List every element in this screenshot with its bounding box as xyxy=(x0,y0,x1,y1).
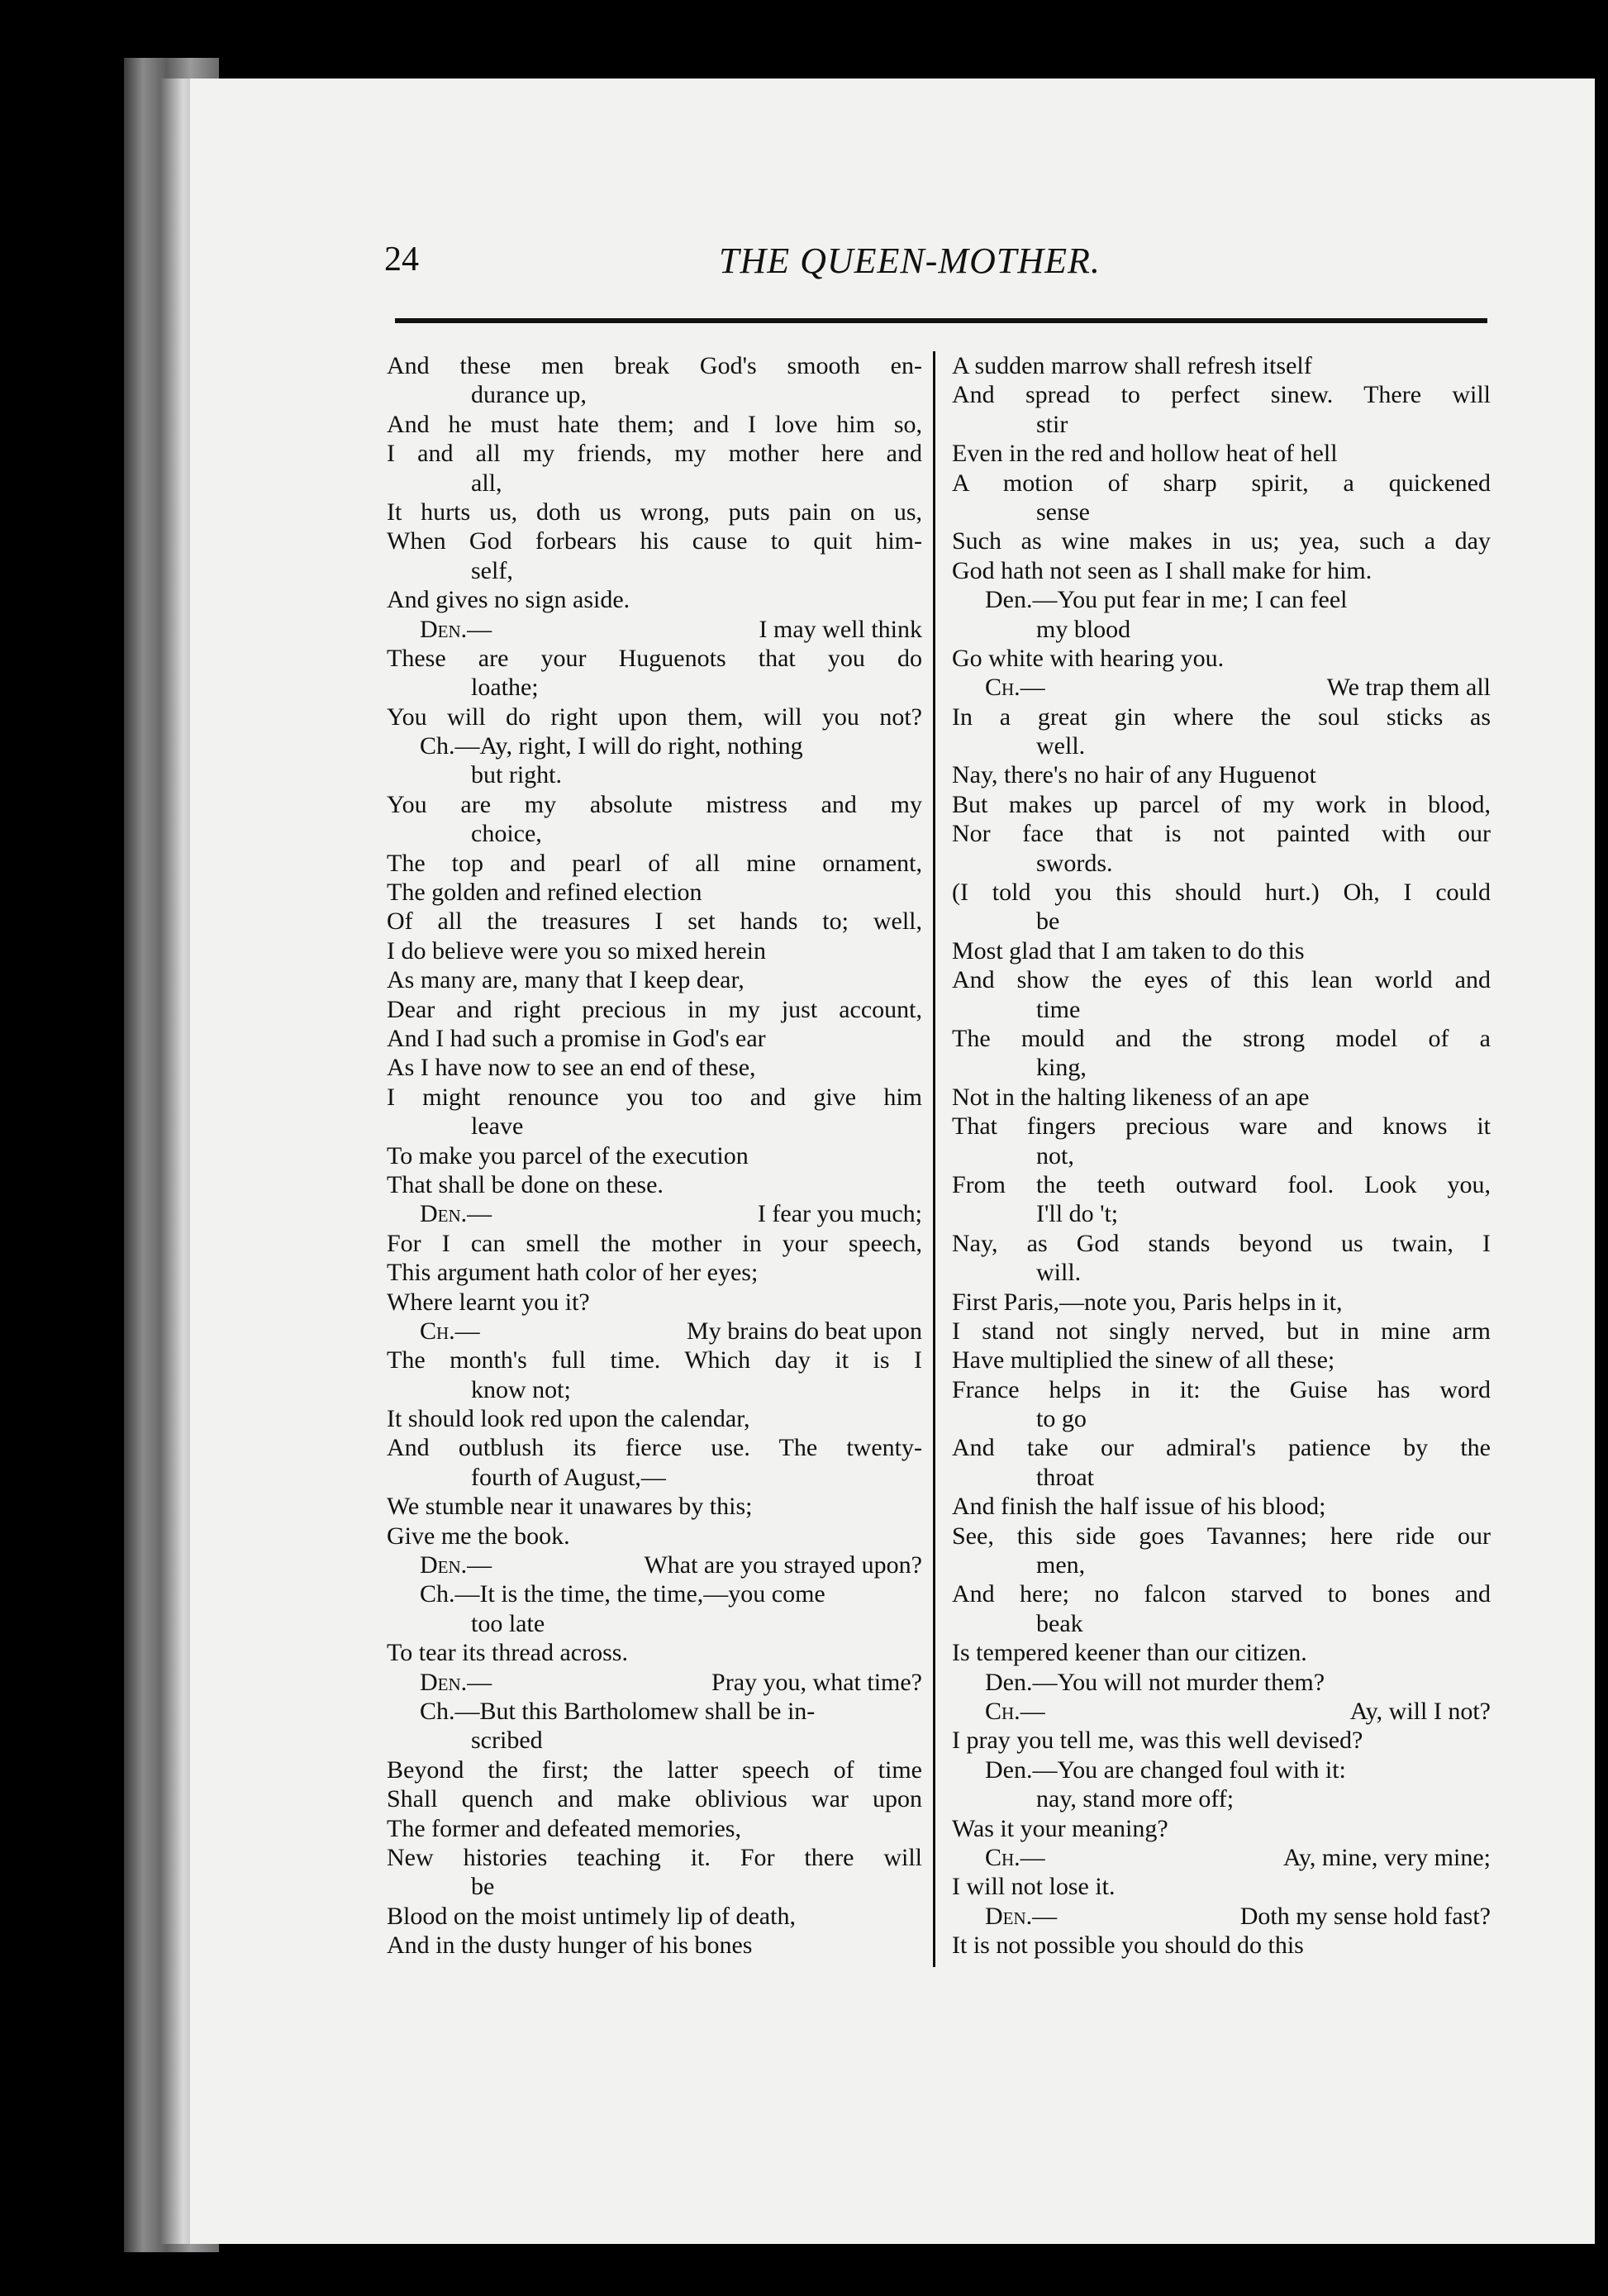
verse-line xyxy=(952,1697,1491,1726)
verse-line: king, xyxy=(1036,1054,1087,1082)
verse-line: I and all my friends, my mother here and xyxy=(387,440,922,468)
verse-line: sense xyxy=(1036,498,1090,526)
verse-line xyxy=(387,1199,922,1228)
verse-line: Nor face that is not painted with our xyxy=(952,820,1491,848)
header-rule xyxy=(395,318,1487,323)
verse-line: When God forbears his cause to quit him- xyxy=(387,527,922,555)
verse-line: It hurts us, doth us wrong, puts pain on us, xyxy=(387,498,922,526)
verse-line: Is tempered keener than our citizen. xyxy=(952,1639,1307,1667)
verse-line: not, xyxy=(1036,1141,1074,1169)
verse-line: For I can smell the mother in your speech, xyxy=(387,1229,922,1257)
verse-line: too late xyxy=(471,1609,545,1637)
speaker-name: Den.— xyxy=(420,615,492,643)
verse-line: And these men break God's smooth en- xyxy=(387,352,922,379)
verse-line: See, this side goes Tavannes; here ride our xyxy=(952,1522,1491,1550)
verse-line: The former and defeated memories, xyxy=(387,1814,741,1842)
verse-line: New histories teaching it. For there will xyxy=(387,1843,922,1871)
verse-line xyxy=(952,1843,1491,1872)
verse-line: durance up, xyxy=(471,381,587,409)
verse-line: Most glad that I am taken to do this xyxy=(952,936,1305,965)
verse-line: The mould and the strong model of a xyxy=(952,1024,1491,1052)
verse-line: God hath not seen as I shall make for him. xyxy=(952,556,1373,584)
page-header xyxy=(0,240,1608,289)
verse-line: Shall quench and make oblivious war upon xyxy=(387,1785,922,1813)
verse-line: And spread to perfect sinew. There will xyxy=(952,381,1491,409)
verse-line: To make you parcel of the execution xyxy=(387,1141,749,1169)
right-column xyxy=(952,351,1491,1960)
verse-line: will. xyxy=(1036,1259,1082,1287)
verse-line: all, xyxy=(471,469,502,497)
verse-line: And gives no sign aside. xyxy=(387,586,630,614)
verse-line: scribed xyxy=(471,1727,543,1755)
verse-line: And finish the half issue of his blood; xyxy=(952,1493,1326,1521)
verse-line: Not in the halting likeness of an ape xyxy=(952,1083,1310,1111)
verse-line: nay, stand more off; xyxy=(1036,1785,1235,1813)
running-title: THE QUEEN-MOTHER. xyxy=(719,241,1101,281)
verse-line: Such as wine makes in us; yea, such a day xyxy=(952,527,1491,555)
verse-line: Den.—You will not murder them? xyxy=(985,1668,1325,1696)
verse-line: It is not possible you should do this xyxy=(952,1932,1304,1960)
verse-line: Where learnt you it? xyxy=(387,1288,590,1316)
verse-line: beak xyxy=(1036,1609,1083,1637)
verse-line: Beyond the first; the latter speech of time xyxy=(387,1755,922,1784)
verse-line: A sudden marrow shall refresh itself xyxy=(952,352,1312,379)
line-text: We trap them all xyxy=(1326,674,1491,702)
verse-line: I might renounce you too and give him xyxy=(387,1083,922,1111)
line-text: Ay, will I not? xyxy=(1349,1697,1491,1725)
verse-line: men, xyxy=(1036,1551,1086,1579)
speaker-name: Ch.— xyxy=(985,1697,1045,1725)
verse-line: These are your Huguenots that you do xyxy=(387,644,922,672)
verse-line: And he must hate them; and I love him so, xyxy=(387,410,922,438)
verse-line: I will not lose it. xyxy=(952,1873,1116,1901)
speaker-name: Ch.— xyxy=(420,1317,480,1345)
verse-line: Was it your meaning? xyxy=(952,1814,1168,1842)
verse-line: I'll do 't; xyxy=(1036,1200,1119,1228)
verse-line xyxy=(387,1551,922,1579)
speaker-name: Den.— xyxy=(420,1200,492,1228)
verse-line: Den.—You put fear in me; I can feel xyxy=(985,586,1348,614)
verse-line: This argument hath color of her eyes; xyxy=(387,1259,759,1287)
verse-line: choice, xyxy=(471,820,542,848)
verse-line: Den.—You are changed foul with it: xyxy=(985,1755,1346,1784)
verse-line: loathe; xyxy=(471,674,539,702)
verse-line: Go white with hearing you. xyxy=(952,644,1225,672)
verse-line: You are my absolute mistress and my xyxy=(387,790,922,818)
verse-line: Nay, as God stands beyond us twain, I xyxy=(952,1229,1491,1257)
verse-line: We stumble near it unawares by this; xyxy=(387,1493,753,1521)
verse-line: Ch.—Ay, right, I will do right, nothing xyxy=(420,732,803,760)
verse-line: And take our admiral's patience by the xyxy=(952,1434,1491,1462)
verse-line: Give me the book. xyxy=(387,1522,570,1550)
verse-line: leave xyxy=(471,1112,524,1141)
verse-line: self, xyxy=(471,556,513,584)
line-text: I fear you much; xyxy=(757,1200,922,1228)
verse-line: be xyxy=(471,1873,495,1901)
verse-line: stir xyxy=(1036,410,1068,438)
verse-line: As I have now to see an end of these, xyxy=(387,1054,756,1082)
verse-line xyxy=(387,615,922,644)
verse-line: know not; xyxy=(471,1375,571,1403)
speaker-name: Den.— xyxy=(985,1902,1058,1930)
verse-line: to go xyxy=(1036,1405,1087,1433)
verse-line: As many are, many that I keep dear, xyxy=(387,966,745,994)
verse-line: And show the eyes of this lean world and xyxy=(952,966,1491,994)
verse-line: That shall be done on these. xyxy=(387,1170,664,1198)
verse-line: The month's full time. Which day it is I xyxy=(387,1346,922,1374)
verse-line: First Paris,—note you, Paris helps in it, xyxy=(952,1288,1343,1316)
verse-line: time xyxy=(1036,995,1081,1023)
verse-line: I pray you tell me, was this well devised? xyxy=(952,1727,1363,1755)
speaker-name: Den.— xyxy=(420,1551,492,1579)
speaker-name: Ch.— xyxy=(985,674,1045,702)
verse-line: That fingers precious ware and knows it xyxy=(952,1112,1491,1141)
verse-line: Even in the red and hollow heat of hell xyxy=(952,440,1338,468)
verse-line: swords. xyxy=(1036,849,1113,877)
verse-line: Ch.—It is the time, the time,—you come xyxy=(420,1580,825,1608)
verse-line: In a great gin where the soul sticks as xyxy=(952,703,1491,731)
verse-line: France helps in it: the Guise has word xyxy=(952,1375,1491,1403)
verse-line: I stand not singly nerved, but in mine arm xyxy=(952,1317,1491,1345)
verse-line: The golden and refined election xyxy=(387,879,702,907)
verse-line: The top and pearl of all mine ornament, xyxy=(387,849,922,877)
page-number: 24 xyxy=(384,241,419,279)
verse-line: And in the dusty hunger of his bones xyxy=(387,1932,753,1960)
speaker-name: Den.— xyxy=(420,1668,492,1696)
column-divider xyxy=(933,351,935,1967)
verse-line: A motion of sharp spirit, a quickened xyxy=(952,469,1491,497)
verse-line: You will do right upon them, will you not? xyxy=(387,703,922,731)
verse-line xyxy=(952,673,1491,702)
verse-line: fourth of August,— xyxy=(471,1463,666,1491)
line-text: Pray you, what time? xyxy=(711,1668,922,1696)
verse-line: It should look red upon the calendar, xyxy=(387,1405,750,1433)
left-column xyxy=(387,351,922,1960)
verse-line xyxy=(952,1902,1491,1931)
verse-line: but right. xyxy=(471,761,562,789)
verse-line: And here; no falcon starved to bones and xyxy=(952,1580,1491,1608)
line-text: My brains do beat upon xyxy=(687,1317,922,1345)
verse-line: well. xyxy=(1036,732,1086,760)
verse-line: Dear and right precious in my just account, xyxy=(387,995,922,1023)
verse-line: But makes up parcel of my work in blood, xyxy=(952,790,1491,818)
verse-line: To tear its thread across. xyxy=(387,1639,628,1667)
speaker-name: Ch.— xyxy=(985,1843,1045,1871)
verse-line xyxy=(387,1317,922,1346)
verse-line: And outblush its fierce use. The twenty- xyxy=(387,1434,922,1462)
line-text: I may well think xyxy=(759,615,922,643)
verse-line: Have multiplied the sinew of all these; xyxy=(952,1346,1335,1374)
line-text: What are you strayed upon? xyxy=(644,1551,922,1579)
verse-line: And I had such a promise in God's ear xyxy=(387,1024,766,1052)
verse-line: From the teeth outward fool. Look you, xyxy=(952,1170,1491,1198)
verse-line xyxy=(387,1668,922,1697)
verse-line: Ch.—But this Bartholomew shall be in- xyxy=(420,1697,816,1725)
verse-line: I do believe were you so mixed herein xyxy=(387,936,767,965)
verse-line: Of all the treasures I set hands to; well, xyxy=(387,907,922,936)
verse-line: (I told you this should hurt.) Oh, I could xyxy=(952,879,1491,907)
verse-line: Blood on the moist untimely lip of death, xyxy=(387,1902,796,1930)
line-text: Doth my sense hold fast? xyxy=(1239,1902,1491,1930)
line-text: Ay, mine, very mine; xyxy=(1282,1843,1491,1871)
verse-line: Nay, there's no hair of any Huguenot xyxy=(952,761,1316,789)
verse-line: be xyxy=(1036,907,1060,936)
verse-line: my blood xyxy=(1036,615,1131,643)
verse-line: throat xyxy=(1036,1463,1094,1491)
